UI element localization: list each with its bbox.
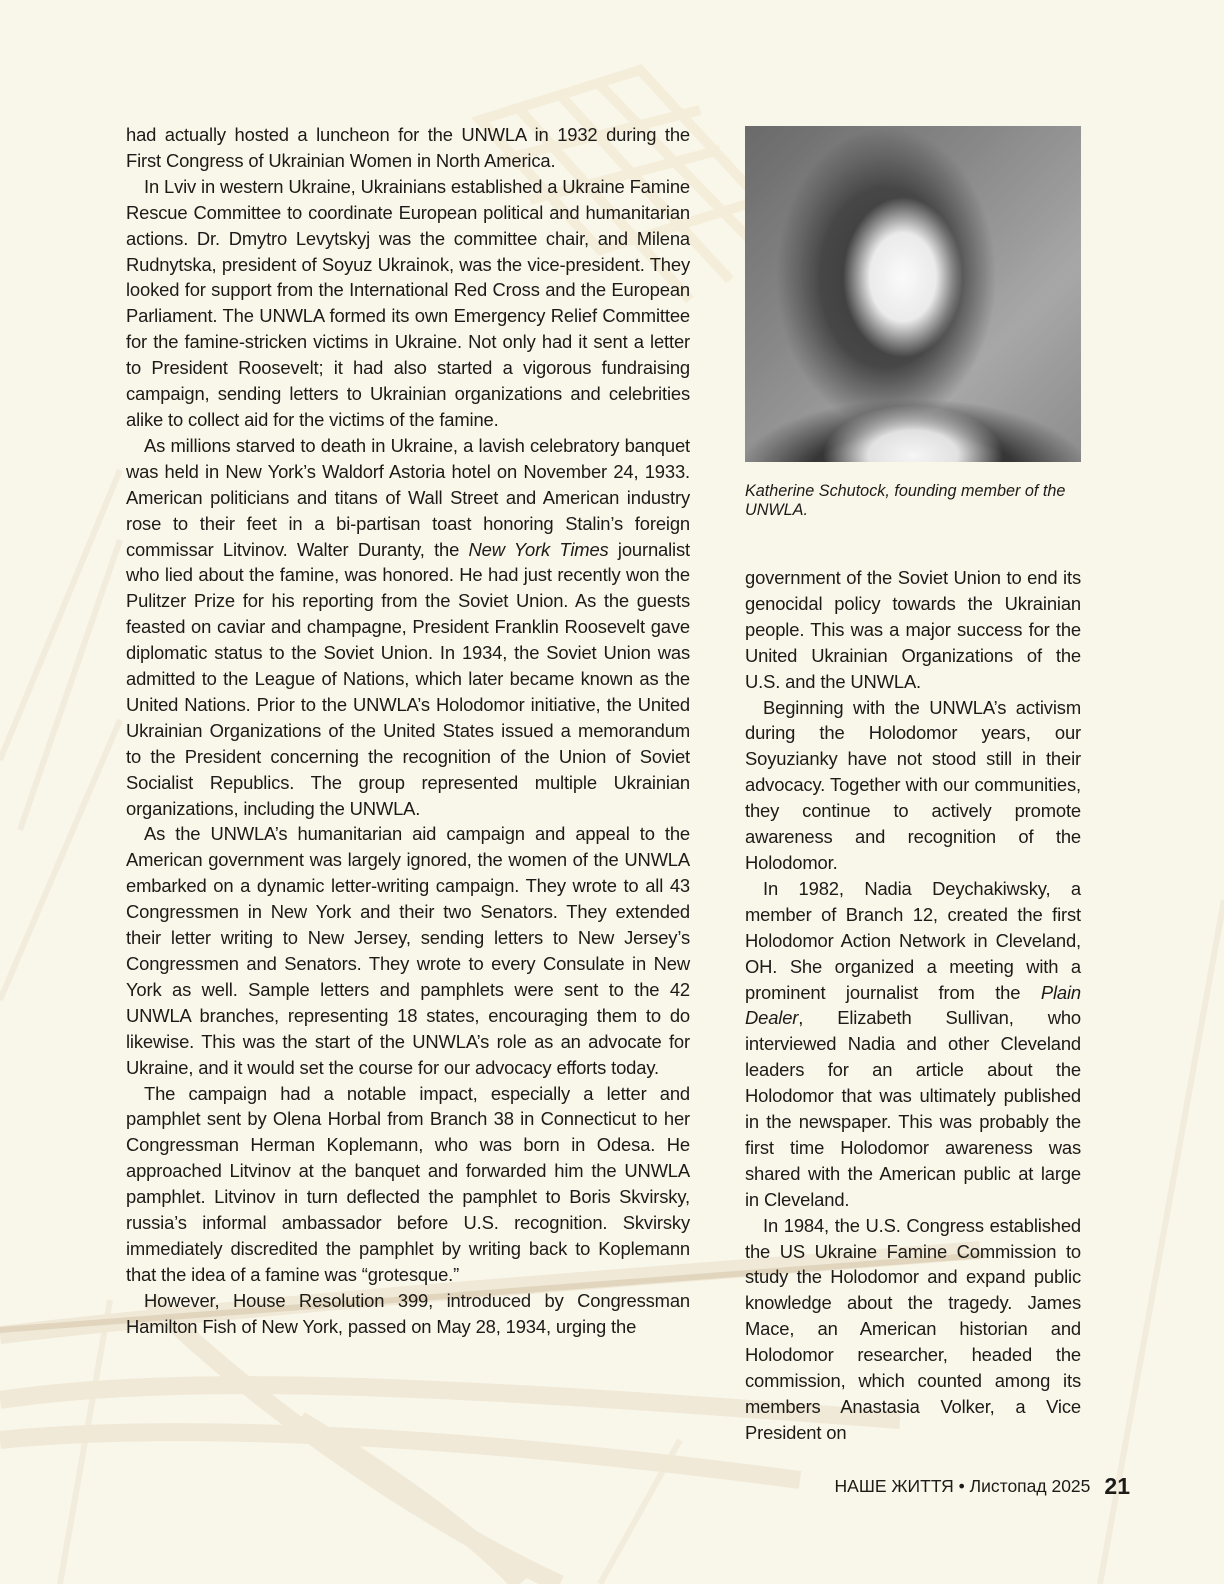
article-paragraph: However, House Resolution 399, introduced by Congressman Hamilton Fish of New York, passed on May 28, 1934, urging the — [126, 1289, 690, 1337]
text-run: , Elizabeth Sullivan, who interviewed Nadia and other Cleveland leaders for an article about the Holodomor that was ultimately published in the newspaper. This was probably the first time Holodomor awareness was shared with the American public at large in Cleveland. — [745, 1007, 1081, 1210]
portrait-photo — [745, 126, 1081, 462]
article-paragraph: As the UNWLA’s humanitarian aid campaign and appeal to the American government was largely ignored, the women of the UNWLA embarked on a dynamic letter-writing campaign. They wrote to all 43 Congressmen in New York and their two Senators. They extended their letter writing to New Jersey, sending letters to New Jersey’s Congressmen and Senators. They wrote to every Consulate in New York as well. Sample letters and pamphlets were sent to the 42 UNWLA branches, representing 18 states, encouraging them to do likewise. This was the start of the UNWLA’s role as an advocate for Ukraine, and it would set the course for our advocacy efforts today. — [126, 823, 690, 1078]
right-article-column — [745, 565, 1081, 1446]
left-article-column — [126, 122, 690, 1340]
photo-caption: Katherine Schutock, founding member of the UNWLA. — [745, 482, 1066, 519]
text-run: journalist who lied about the famine, was honored. He had just recently won the Pulitzer Prize for his reporting from the Soviet Union. As the guests feasted on caviar and champagne, President Franklin Roosevelt gave diplomatic status to the Soviet Union. In 1934, the Soviet Union was admitted to the League of Nations, which later became known as the United Nations. Prior to the UNWLA’s Holodomor initiative, the United Ukrainian Organizations of the United States issued a memorandum to the President concerning the recognition of the Union of Soviet Socialist Republics. The group represented multiple Ukrainian organizations, including the UNWLA. — [126, 538, 690, 819]
page-number: 21 — [1104, 1473, 1130, 1499]
publication-name-italic: Plain Dealer — [745, 981, 1081, 1029]
article-paragraph — [745, 876, 1081, 1213]
article-paragraph: government of the Soviet Union to end its genocidal policy towards the Ukrainian people. This was a major success for the United Ukrainian Organizations of the U.S. and the UNWLA. — [745, 567, 1081, 692]
publication-masthead: НАШЕ ЖИТТЯ • Листопад 2025 — [834, 1476, 1091, 1496]
page-footer — [0, 1473, 1130, 1500]
article-paragraph: In 1984, the U.S. Congress established the US Ukraine Famine Commission to study the Holodomor and expand public knowledge about the tragedy. James Mace, an American historian and Holodomor researcher, headed the commission, which counted among its members Anastasia Volker, a Vice President on — [745, 1214, 1081, 1443]
article-paragraph: The campaign had a notable impact, especially a letter and pamphlet sent by Olena Horbal from Branch 38 in Connecticut to her Congressman Herman Koplemann, who was born in Odesa. He approached Litvinov at the banquet and forwarded him the UNWLA pamphlet. Litvinov in turn deflected the pamphlet to Boris Skvirsky, russia’s informal ambassador before U.S. recognition. Skvirsky immediately discredited the pamphlet by writing back to Koplemann that the idea of a famine was “grotesque.” — [126, 1082, 690, 1285]
article-paragraph: had actually hosted a luncheon for the UNWLA in 1932 during the First Congress of Ukrainian Women in North America. — [126, 124, 690, 171]
article-paragraph: In Lviv in western Ukraine, Ukrainians established a Ukraine Famine Rescue Committee to coordinate European political and humanitarian actions. Dr. Dmytro Levytskyj was the committee chair, and Milena Rudnytska, president of Soyuz Ukrainok, was the vice-president. They looked for support from the International Red Cross and the European Parliament. The UNWLA formed its own Emergency Relief Committee for the famine-stricken victims in Ukraine. Not only had it sent a letter to President Roosevelt; it had also started a vigorous fundraising campaign, sending letters to Ukrainian organizations and celebrities alike to collect aid for the victims of the famine. — [126, 175, 691, 430]
text-run: In 1982, Nadia Deychakiwsky, a member of Branch 12, created the first Holodomor Action Network in Cleveland, OH. She organized a meeting with a prominent journalist from the — [745, 877, 1081, 1003]
text-run: As millions starved to death in Ukraine, a lavish celebratory banquet was held in New York’s Waldorf Astoria hotel on November 24, 1933. American politicians and titans of Wall Street and American industry rose to their feet in a bi-partisan toast honoring Stalin’s foreign commissar Litvinov. Walter Duranty, the — [126, 434, 690, 560]
article-paragraph: Beginning with the UNWLA’s activism during the Holodomor years, our Soyuzianky have not stood still in their advocacy. Together with our communities, they continue to actively promote awareness and recognition of the Holodomor. — [745, 696, 1081, 873]
article-paragraph — [126, 433, 690, 822]
publication-name-italic: New York Times — [468, 538, 609, 560]
